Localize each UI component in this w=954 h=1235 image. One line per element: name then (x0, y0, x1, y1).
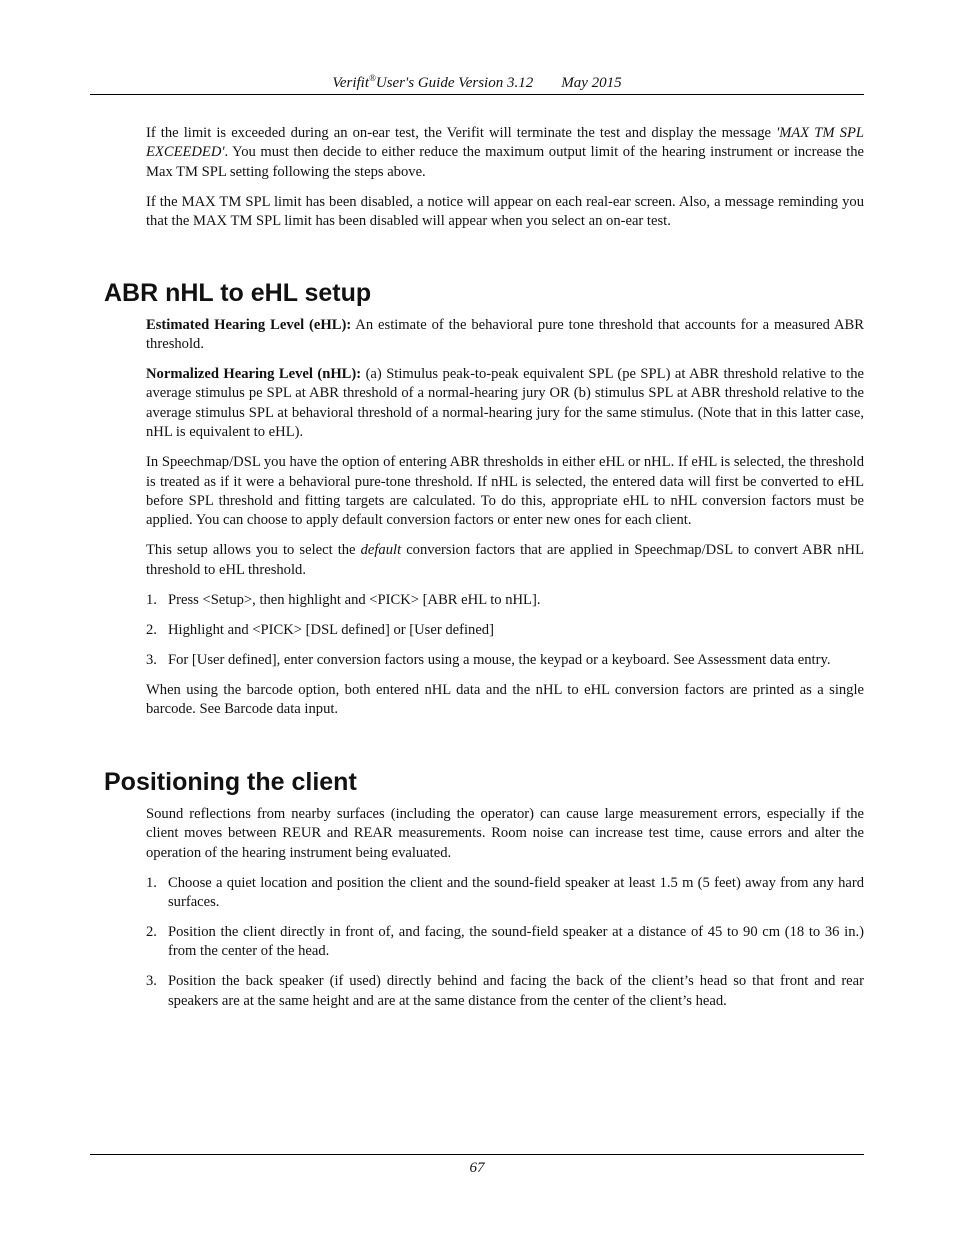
registered-mark: ® (369, 73, 376, 83)
list-item (146, 591, 864, 610)
list-item-text: Highlight and <PICK> [DSL defined] or [User defined] (168, 621, 494, 638)
page-header (90, 66, 864, 95)
header-date: May 2015 (561, 75, 622, 91)
header-title: Verifit®User's Guide Version 3.12 (332, 73, 534, 91)
intro-paragraph-disabled: If the MAX TM SPL limit has been disabled, a notice will appear on each real-ear screen. Also, a message reminding you that the MAX TM SPL limit has been disabled will appear when you select an on-ear test. (146, 193, 864, 230)
list-item-number: 2. (146, 621, 157, 638)
section-heading-abr: ABR nHL to eHL setup (104, 278, 372, 307)
list-item-number: 1. (146, 874, 157, 891)
paragraph-setup-default: This setup allows you to select the default conversion factors that are applied in Speechmap/DSL to convert ABR nHL threshold to eHL threshold. (146, 542, 864, 578)
definition-nhl: Normalized Hearing Level (nHL): (a) Stimulus peak-to-peak equivalent SPL (pe SPL) at ABR threshold relative to the average stimulus pe SPL at ABR threshold of a normal-hearing jury OR (b) stimulus SPL at ABR threshold relative to the average stimulus SPL at behavioral threshold of a normal-hearing jury for the same stimulus. (Note that in this latter case, nHL is equivalent to eHL). (146, 366, 864, 441)
definition-term-nhl: Normalized Hearing Level (nHL): (146, 366, 362, 383)
paragraph-sound-reflections: Sound reflections from nearby surfaces (including the operator) can cause large measurement errors, especially if the client moves between REUR and REAR measurements. Room noise can increase test time, cause errors and alter the operation of the hearing instrument being evaluated. (146, 805, 864, 861)
list-item (146, 621, 864, 640)
abr-setup-steps (146, 591, 864, 670)
list-item (146, 972, 864, 1011)
page-number: 67 (469, 1160, 485, 1176)
list-item (146, 874, 864, 913)
list-item-number: 3. (146, 973, 157, 990)
paragraph-barcode: When using the barcode option, both entered nHL data and the nHL to eHL conversion factors are printed as a single barcode. See Barcode data input. (146, 681, 864, 718)
list-item (146, 923, 864, 962)
intro-paragraph-limit: If the limit is exceeded during an on-ear test, the Verifit will terminate the test and display the message 'MAX TM SPL EXCEEDED'. You must then decide to either reduce the maximum output limit of the hearing instrument or increase the Max TM SPL setting following the steps above. (146, 125, 864, 180)
list-item-number: 2. (146, 923, 157, 940)
list-item (146, 651, 864, 670)
error-message-text: 'MAX TM SPL EXCEEDED' (146, 125, 864, 161)
positioning-steps (146, 874, 864, 1012)
definition-term-ehl: Estimated Hearing Level (eHL): (146, 316, 352, 333)
list-item-text: Position the client directly in front of, and facing, the sound-field speaker at a distance of 45 to 90 cm (18 to 36 in.) from the center of the head. (168, 923, 864, 960)
paragraph-speechmap-options: In Speechmap/DSL you have the option of entering ABR thresholds in either eHL or nHL. If eHL is selected, the threshold is treated as if it were a behavioral pure-tone threshold. If nHL is selected, the entered data will first be converted to eHL before SPL threshold and fitting targets are calculated. To do this, appropriate eHL to nHL conversion factors must be applied. You can choose to apply default conversion factors or enter new ones for each client. (146, 454, 864, 529)
page-content (104, 124, 864, 1022)
page-footer (90, 1154, 864, 1181)
section-heading-positioning: Positioning the client (104, 767, 357, 796)
emphasis-default: default (360, 542, 402, 559)
list-item-text: Press <Setup>, then highlight and <PICK> [ABR eHL to nHL]. (168, 591, 541, 608)
list-item-number: 3. (146, 651, 157, 668)
list-item-text: Position the back speaker (if used) directly behind and facing the back of the client’s head so that front and rear speakers are at the same height and are at the same distance from the center of the client’s head. (168, 973, 864, 1009)
list-item-number: 1. (146, 591, 157, 608)
list-item-text: For [User defined], enter conversion factors using a mouse, the keypad or a keyboard. See Assessment data entry. (168, 651, 831, 668)
definition-ehl: Estimated Hearing Level (eHL): An estimate of the behavioral pure tone threshold that accounts for a measured ABR threshold. (146, 316, 864, 353)
list-item-text: Choose a quiet location and position the client and the sound-field speaker at least 1.5 m (5 feet) away from any hard surfaces. (168, 874, 864, 910)
